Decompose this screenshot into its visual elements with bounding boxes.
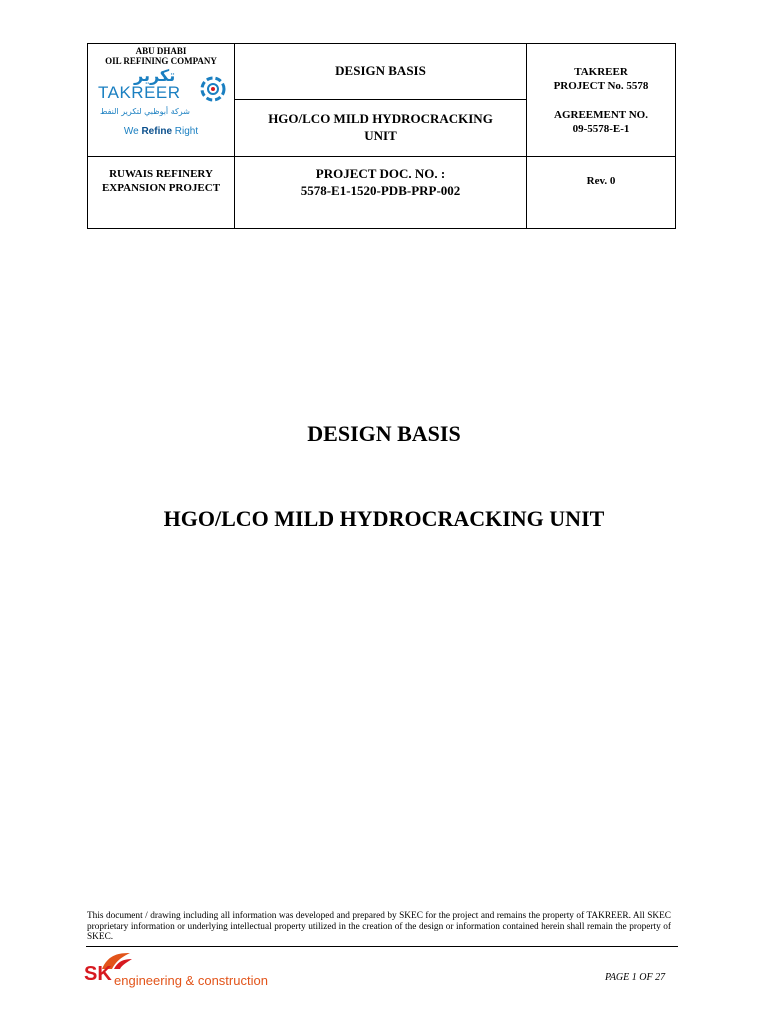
sk-company-text: engineering & construction <box>114 973 268 988</box>
project-number: TAKREER PROJECT No. 5578 <box>553 66 649 92</box>
project-info-cell <box>527 44 676 157</box>
page-number: PAGE 1 OF 27 <box>605 972 666 983</box>
logo-arabic-subtitle: شركة أبوظبي لتكرير النفط <box>100 107 190 116</box>
logo-tagline: We Refine Right <box>123 126 199 137</box>
document-title-cell <box>235 44 527 157</box>
agreement-number: AGREEMENT NO. 09-5578-E-1 <box>554 109 648 135</box>
page-subtitle: HGO/LCO MILD HYDROCRACKING UNIT <box>163 506 605 531</box>
takreer-logo <box>88 66 234 139</box>
project-name-cell: RUWAIS REFINERY EXPANSION PROJECT <box>88 157 235 229</box>
ownership-disclaimer: This document / drawing including all information was developed and prepared by SKEC for the project and remains the property of TAKREER. All SKEC proprietary information or underlying intellectual property utilized in the creation of the design or information contained herein shall remain the property of SKEC. <box>87 911 671 942</box>
document-number-cell: PROJECT DOC. NO. : 5578-E1-1520-PDB-PRP-002 <box>235 157 527 229</box>
company-logo-cell <box>88 44 235 157</box>
document-type: DESIGN BASIS <box>335 63 426 78</box>
logo-arabic-name: تكرير <box>134 66 176 85</box>
sk-letters: SK <box>84 963 112 985</box>
document-header-table <box>87 43 676 229</box>
footer-divider <box>86 946 678 947</box>
cell-divider <box>235 99 526 100</box>
page-title: DESIGN BASIS <box>307 421 461 446</box>
company-name-line1: ABU DHABI <box>135 46 187 56</box>
revision-cell: Rev. 0 <box>527 157 676 229</box>
logo-name: TAKREER <box>98 83 181 102</box>
unit-name: HGO/LCO MILD HYDROCRACKING UNIT <box>268 111 493 143</box>
company-name-line2: OIL REFINING COMPANY <box>105 56 217 66</box>
takreer-emblem-icon <box>200 75 226 103</box>
sk-ec-logo <box>84 951 284 996</box>
